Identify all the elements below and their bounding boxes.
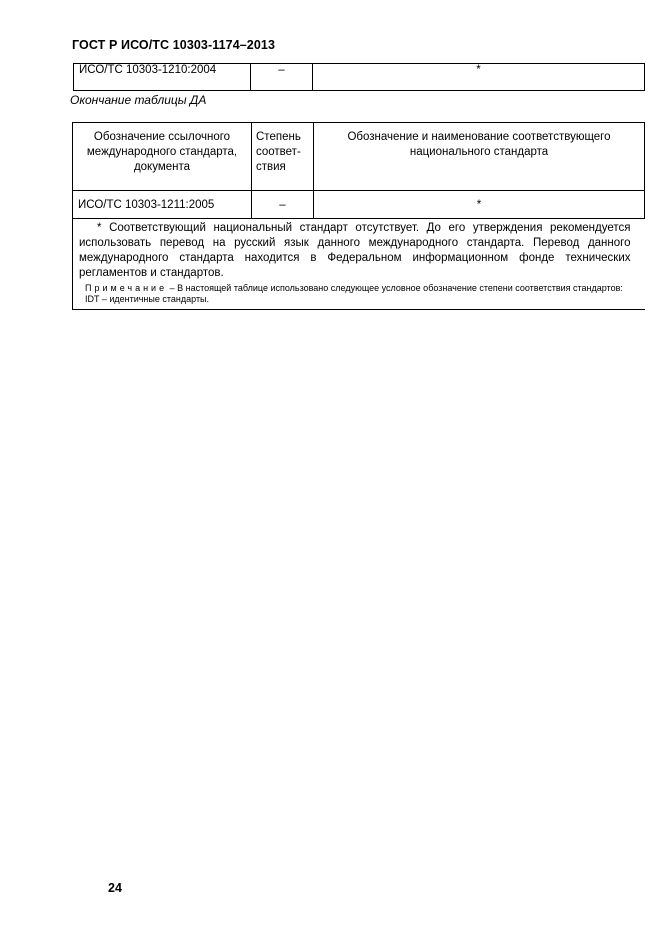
header-designation: Обозначение ссылочного международного стандарта, документа xyxy=(73,123,252,191)
table-continuation-top xyxy=(73,63,645,91)
table-header-row xyxy=(73,123,645,191)
table-notes-row xyxy=(73,219,645,310)
footnote: * Соответствующий национальный стандарт отсутствует. До его утверждения рекомендуется использовать перевод на русский язык данного международного стандарта. Перевод данного международного стандарта находится в Федеральном информационном фонде технических регламентов и стандартов. xyxy=(79,222,631,279)
cell-degree: – xyxy=(252,191,314,219)
table-row xyxy=(73,191,645,219)
header-degree: Степень соответ-ствия xyxy=(252,123,314,191)
cell-designation: ИСО/ТС 10303-1211:2005 xyxy=(73,191,252,219)
note-label: Примечание xyxy=(85,283,168,293)
note-item: IDT – идентичные стандарты. xyxy=(85,294,210,304)
cell-national: * xyxy=(313,64,645,91)
cell-degree: – xyxy=(251,64,313,91)
page-number: 24 xyxy=(108,881,122,895)
document-header: ГОСТ Р ИСО/ТС 10303-1174–2013 xyxy=(72,38,276,52)
note xyxy=(79,283,631,294)
note-text: – В настоящей таблице использовано следующее условное обозначение степени соответствия стандартов: xyxy=(169,283,623,293)
table-da-end xyxy=(72,122,645,310)
notes-cell xyxy=(73,219,645,310)
header-national: Обозначение и наименование соответствующего национального стандарта xyxy=(314,123,645,191)
table-caption: Окончание таблицы ДА xyxy=(70,93,207,107)
table-row xyxy=(74,64,645,91)
cell-designation: ИСО/ТС 10303-1210:2004 xyxy=(74,64,251,91)
cell-national: * xyxy=(314,191,645,219)
